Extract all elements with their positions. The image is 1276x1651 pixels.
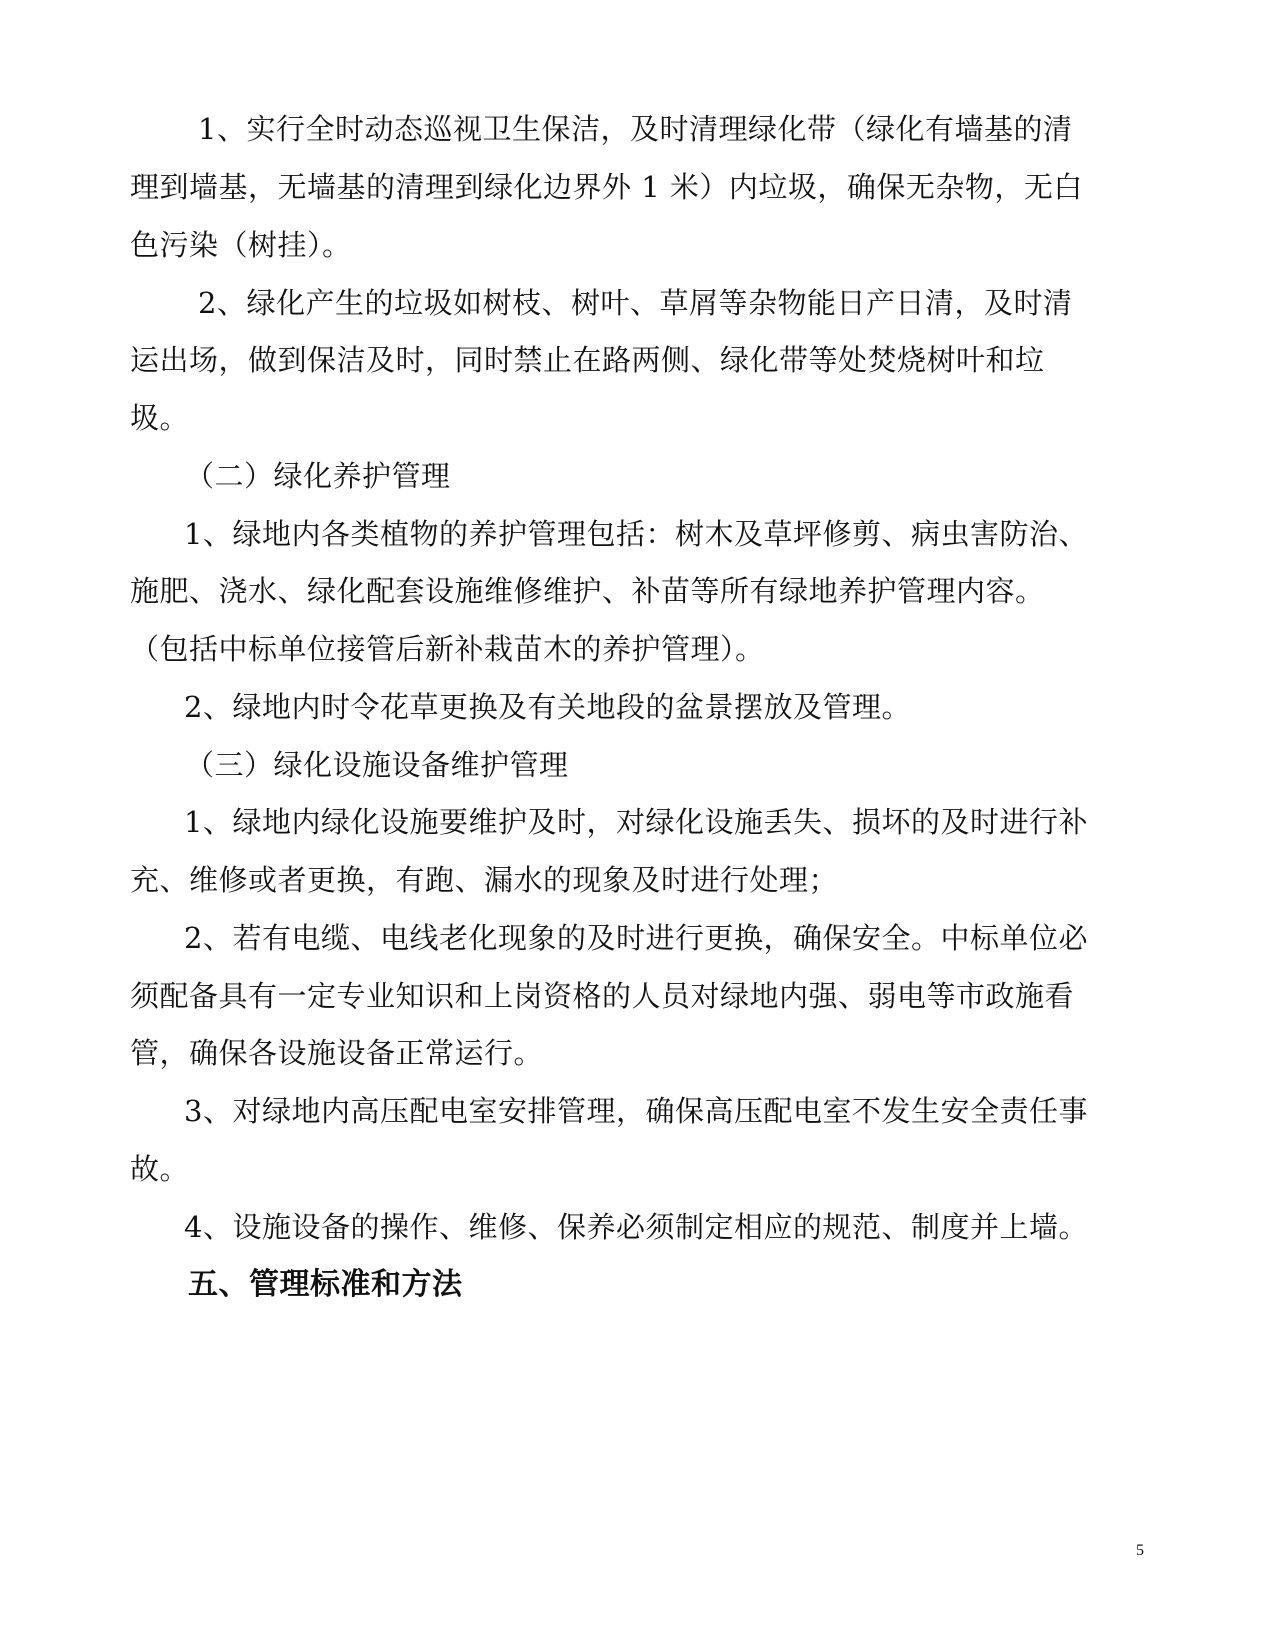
paragraph-line: 故。 xyxy=(130,1152,190,1186)
paragraph-line: 3、对绿地内高压配电室安排管理，确保高压配电室不发生安全责任事 xyxy=(184,1094,1088,1128)
paragraph-line: 4、设施设备的操作、维修、保养必须制定相应的规范、制度并上墙。 xyxy=(184,1210,1088,1244)
paragraph-line: 2、绿化产生的垃圾如树枝、树叶、草屑等杂物能日产日清，及时清 xyxy=(198,286,1073,320)
paragraph-line: 理到墙基，无墙基的清理到绿化边界外 1 米）内垃圾，确保无杂物，无白 xyxy=(130,170,1083,204)
paragraph-line: 充、维修或者更换，有跑、漏水的现象及时进行处理； xyxy=(130,863,839,897)
paragraph-line: 1、实行全时动态巡视卫生保洁，及时清理绿化带（绿化有墙基的清 xyxy=(198,112,1073,146)
paragraph-line: 圾。 xyxy=(130,401,190,435)
section-heading: （二）绿化养护管理 xyxy=(185,459,451,493)
paragraph-line: 施肥、浇水、绿化配套设施维修维护、补苗等所有绿地养护管理内容。 xyxy=(130,574,1045,608)
paragraph-line: （包括中标单位接管后新补栽苗木的养护管理）。 xyxy=(130,632,765,666)
chapter-heading: 五、管理标准和方法 xyxy=(188,1267,463,1302)
page-number: 5 xyxy=(1136,1542,1144,1559)
paragraph-line: 管，确保各设施设备正常运行。 xyxy=(130,1036,544,1070)
paragraph-line: 运出场，做到保洁及时，同时禁止在路两侧、绿化带等处焚烧树叶和垃 xyxy=(130,343,1045,377)
paragraph-line: 2、若有电缆、电线老化现象的及时进行更换，确保安全。中标单位必 xyxy=(184,921,1088,955)
paragraph-line: 1、绿地内各类植物的养护管理包括：树木及草坪修剪、病虫害防治、 xyxy=(184,517,1088,551)
section-heading: （三）绿化设施设备维护管理 xyxy=(185,748,569,782)
paragraph-line: 色污染（树挂）。 xyxy=(130,228,352,262)
paragraph-line: 1、绿地内绿化设施要维护及时，对绿化设施丢失、损坏的及时进行补 xyxy=(184,805,1088,839)
paragraph-line: 须配备具有一定专业知识和上岗资格的人员对绿地内强、弱电等市政施看 xyxy=(130,979,1075,1013)
paragraph-line: 2、绿地内时令花草更换及有关地段的盆景摆放及管理。 xyxy=(184,690,911,724)
